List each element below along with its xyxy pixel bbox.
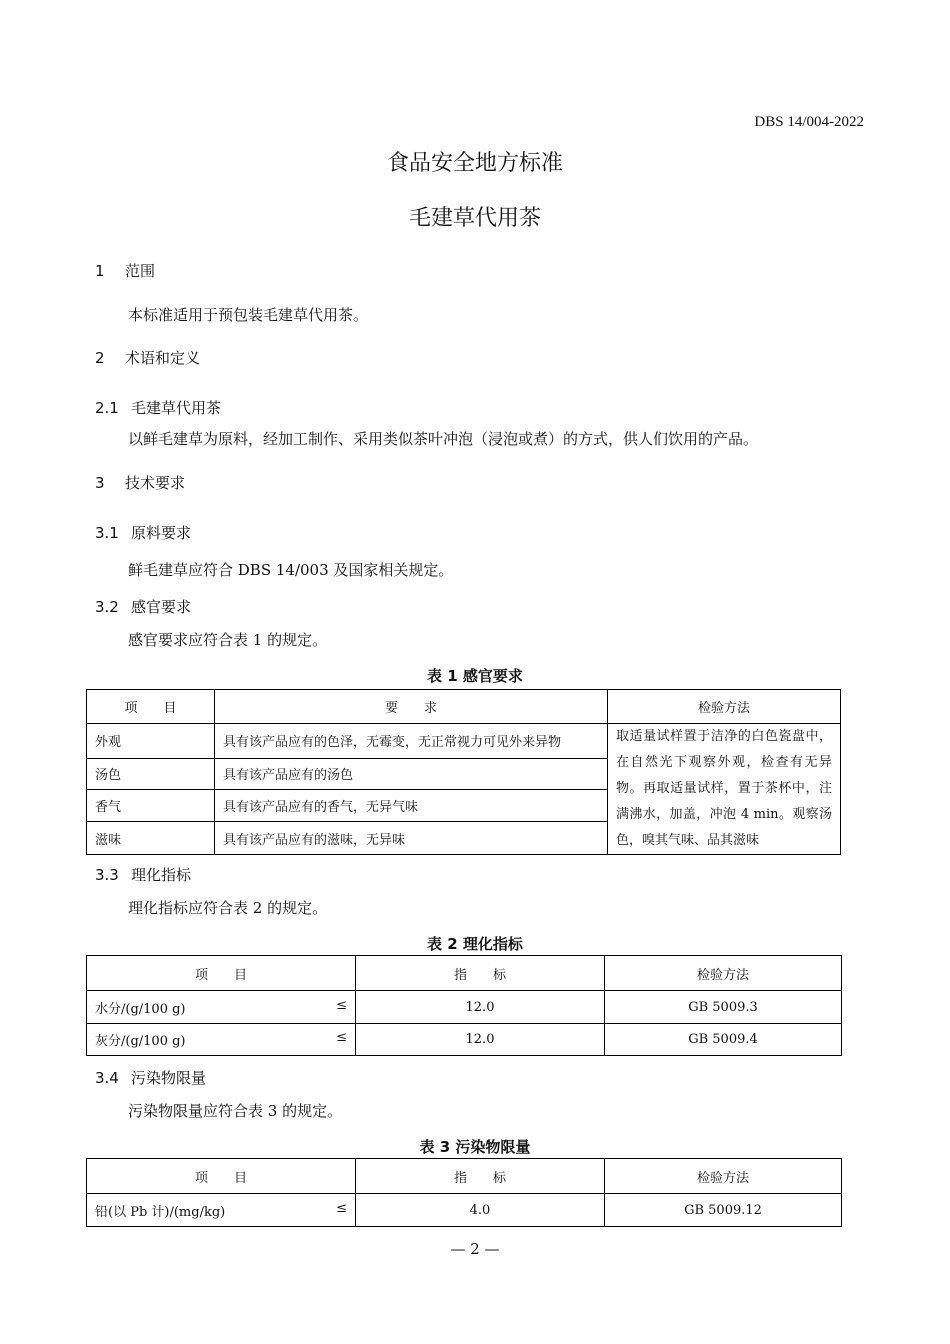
document-code: DBS 14/004-2022 <box>754 114 864 130</box>
row-requirement: 具有该产品应有的香气，无异气味 <box>215 789 608 821</box>
section-title: 术语和定义 <box>125 349 201 367</box>
section-number: 3 <box>95 474 105 492</box>
table-row <box>87 991 842 1024</box>
section-title: 范围 <box>125 262 156 280</box>
header-requirement: 要 求 <box>215 690 608 724</box>
table-header-row <box>87 690 841 724</box>
section-title: 毛建草代用茶 <box>131 399 222 417</box>
header-item: 项 目 <box>87 690 215 724</box>
table-3-caption: 表 3 污染物限量 <box>419 1138 531 1156</box>
row-method: GB 5009.4 <box>605 1024 842 1056</box>
section-1-heading <box>95 260 155 281</box>
sensory-table <box>86 689 841 855</box>
section-3-1-heading <box>95 522 191 543</box>
section-title: 污染物限量 <box>131 1069 207 1087</box>
section-1-text: 本标准适用于预包装毛建草代用茶。 <box>128 306 369 324</box>
section-title: 感官要求 <box>131 598 192 616</box>
table-header-row <box>87 956 842 991</box>
less-equal-symbol: ≤ <box>336 1030 347 1045</box>
section-number: 3.4 <box>95 1069 119 1087</box>
table-row <box>87 724 841 759</box>
row-requirement: 具有该产品应有的色泽，无霉变，无正常视力可见外来异物 <box>215 724 608 759</box>
row-item <box>87 1024 356 1056</box>
section-title: 理化指标 <box>131 866 192 884</box>
table-row <box>87 1194 842 1227</box>
row-item <box>87 1194 356 1227</box>
row-value: 4.0 <box>356 1194 605 1227</box>
header-value: 指 标 <box>356 956 605 991</box>
row-item: 滋味 <box>87 822 215 855</box>
sub-title: 毛建草代用茶 <box>408 206 541 231</box>
header-method: 检验方法 <box>605 1159 842 1194</box>
header-item: 项 目 <box>87 1159 356 1194</box>
section-number: 2.1 <box>95 399 119 417</box>
table-2-caption: 表 2 理化指标 <box>427 935 523 953</box>
section-number: 3.2 <box>95 598 119 616</box>
section-3-4-text: 污染物限量应符合表 3 的规定。 <box>128 1102 343 1120</box>
physicochemical-table <box>86 955 842 1056</box>
section-number: 3.1 <box>95 524 119 542</box>
section-title: 原料要求 <box>131 524 192 542</box>
row-requirement: 具有该产品应有的汤色 <box>215 758 608 789</box>
section-3-heading <box>95 472 185 493</box>
row-item <box>87 991 356 1024</box>
page-number: — 2 — <box>450 1240 500 1258</box>
row-value: 12.0 <box>356 991 605 1024</box>
section-3-2-text: 感官要求应符合表 1 的规定。 <box>128 631 328 649</box>
item-label: 水分/(g/100 g) <box>95 1001 186 1017</box>
section-number: 1 <box>95 262 105 280</box>
section-3-2-heading <box>95 596 191 617</box>
row-item: 汤色 <box>87 758 215 789</box>
header-method: 检验方法 <box>608 690 841 724</box>
less-equal-symbol: ≤ <box>336 1200 347 1216</box>
section-number: 2 <box>95 349 105 367</box>
section-3-4-heading <box>95 1067 206 1088</box>
less-equal-symbol: ≤ <box>336 997 347 1013</box>
contaminant-table <box>86 1158 842 1227</box>
row-item: 外观 <box>87 724 215 759</box>
section-number: 3.3 <box>95 866 119 884</box>
main-title: 食品安全地方标准 <box>386 151 563 176</box>
row-method: GB 5009.3 <box>605 991 842 1024</box>
section-3-3-heading <box>95 864 191 885</box>
item-label: 灰分/(g/100 g) <box>95 1034 186 1049</box>
table-row <box>87 1024 842 1056</box>
section-title: 技术要求 <box>125 474 186 492</box>
section-3-1-text: 鲜毛建草应符合 DBS 14/003 及国家相关规定。 <box>128 561 454 579</box>
section-3-3-text: 理化指标应符合表 2 的规定。 <box>128 899 328 917</box>
section-2-heading <box>95 347 200 368</box>
section-2-1-text: 以鲜毛建草为原料，经加工制作、采用类似茶叶冲泡（浸泡或煮）的方式，供人们饮用的产品。 <box>128 430 759 448</box>
header-value: 指 标 <box>356 1159 605 1194</box>
section-2-1-heading <box>95 397 221 418</box>
sensory-method: 取适量试样置于洁净的白色瓷盘中，在自然光下观察外观，检查有无异物。再取适量试样，置于茶杯中，注满沸水，加盖，冲泡 4 min。观察汤色，嗅其气味、品其滋味 <box>608 724 841 855</box>
table-header-row <box>87 1159 842 1194</box>
row-requirement: 具有该产品应有的滋味，无异味 <box>215 822 608 855</box>
header-method: 检验方法 <box>605 956 842 991</box>
row-value: 12.0 <box>356 1024 605 1056</box>
row-method: GB 5009.12 <box>605 1194 842 1227</box>
header-item: 项 目 <box>87 956 356 991</box>
item-label: 铅(以 Pb 计)/(mg/kg) <box>95 1204 226 1220</box>
row-item: 香气 <box>87 789 215 821</box>
table-1-caption: 表 1 感官要求 <box>427 667 523 685</box>
